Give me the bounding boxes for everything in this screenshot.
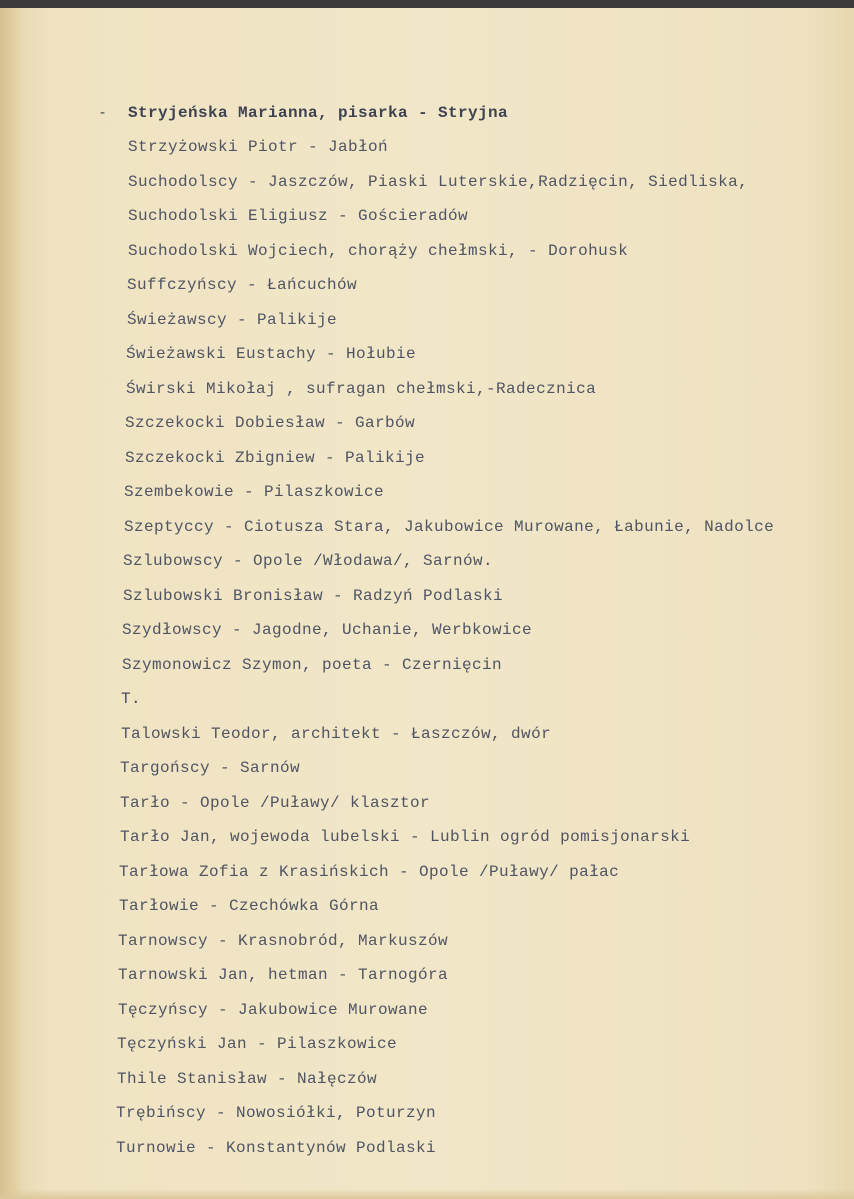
index-entry: Świeżawscy - Palikije: [127, 311, 338, 329]
index-entry: Szlubowski Bronisław - Radzyń Podlaski: [123, 587, 504, 605]
index-entry: Szembekowie - Pilaszkowice: [124, 483, 385, 501]
index-entry: Talowski Teodor, architekt - Łaszczów, dwór: [121, 725, 552, 743]
index-entry: Świeżawski Eustachy - Hołubie: [126, 345, 417, 363]
margin-dash-mark: -: [98, 103, 108, 121]
index-entry: Tęczyński Jan - Pilaszkowice: [117, 1035, 398, 1053]
index-entry: Szlubowscy - Opole /Włodawa/, Sarnów.: [123, 552, 494, 570]
index-entry: Targońscy - Sarnów: [120, 759, 301, 777]
index-entry: Thile Stanisław - Nałęczów: [117, 1070, 378, 1088]
index-entry: Suchodolscy - Jaszczów, Piaski Luterskie,Radzięcin, Siedliska,: [128, 173, 749, 191]
index-entry: Tarło - Opole /Puławy/ klasztor: [120, 794, 431, 812]
index-entry: Strzyżowski Piotr - Jabłoń: [128, 138, 389, 156]
index-entry: Stryjeńska Marianna, pisarka - Stryjna: [128, 104, 509, 122]
index-entry: Tarło Jan, wojewoda lubelski - Lublin ogród pomisjonarski: [120, 828, 691, 846]
index-entry: Szeptyccy - Ciotusza Stara, Jakubowice Murowane, Łabunie, Nadolce: [124, 518, 775, 536]
index-entry: Trębińscy - Nowosiółki, Poturzyn: [116, 1104, 437, 1122]
index-entry: Szydłowscy - Jagodne, Uchanie, Werbkowice: [122, 621, 533, 639]
index-entry: Szymonowicz Szymon, poeta - Czernięcin: [122, 656, 503, 674]
index-entry: Szczekocki Zbigniew - Palikije: [125, 449, 426, 467]
index-entry: Tarnowscy - Krasnobród, Markuszów: [118, 932, 449, 950]
index-entry: Tarnowski Jan, hetman - Tarnogóra: [118, 966, 449, 984]
index-entry: Suchodolski Eligiusz - Gościeradów: [128, 207, 469, 225]
index-entry: Suffczyńscy - Łańcuchów: [127, 276, 358, 294]
index-entry: Świrski Mikołaj , sufragan chełmski,-Radecznica: [126, 380, 597, 398]
index-letter-heading: T.: [121, 690, 142, 708]
index-entry: Suchodolski Wojciech, chorąży chełmski, - Dorohusk: [128, 242, 629, 260]
index-entry: Tęczyńscy - Jakubowice Murowane: [118, 1001, 429, 1019]
index-entry: Szczekocki Dobiesław - Garbów: [125, 414, 416, 432]
index-entry: Turnowie - Konstantynów Podlaski: [116, 1139, 437, 1157]
index-entry: Tarłowie - Czechówka Górna: [119, 897, 380, 915]
index-entry: Tarłowa Zofia z Krasińskich - Opole /Puławy/ pałac: [119, 863, 620, 881]
